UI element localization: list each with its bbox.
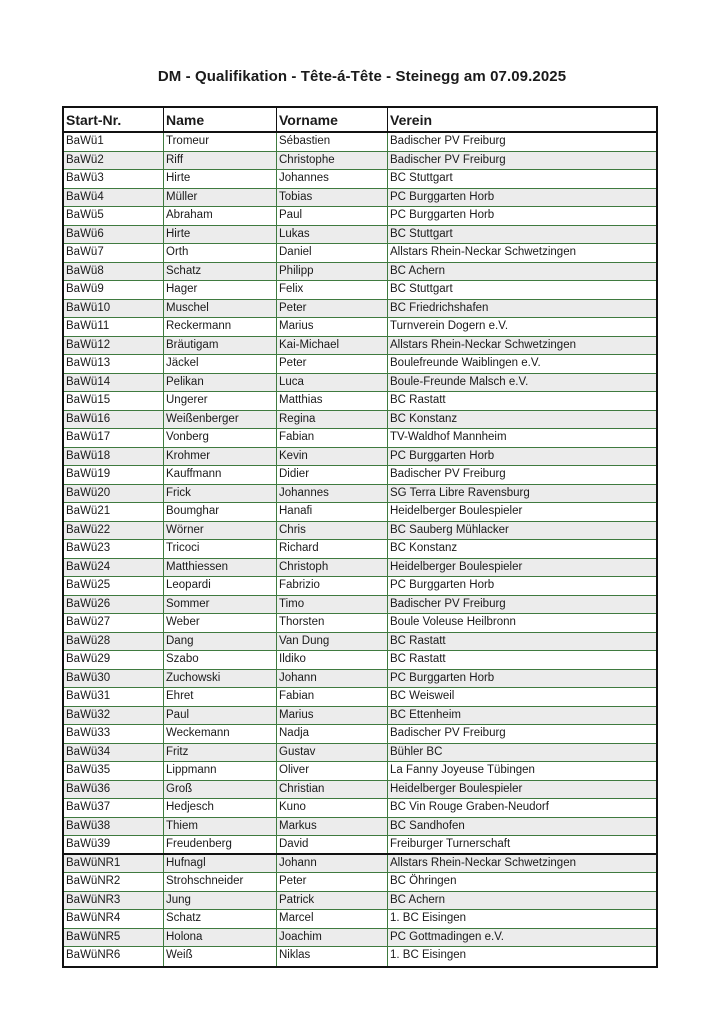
cell-vorname: Matthias	[277, 392, 388, 410]
cell-name: Jung	[164, 892, 277, 910]
cell-vorname: Chris	[277, 522, 388, 540]
cell-start-nr: BaWü26	[64, 596, 164, 614]
table-row	[64, 910, 656, 929]
cell-name: Pelikan	[164, 374, 277, 392]
header-verein: Verein	[390, 112, 433, 128]
cell-name: Bräutigam	[164, 337, 277, 355]
cell-verein: BC Rastatt	[390, 653, 446, 665]
cell-start-nr: BaWü14	[64, 374, 164, 392]
cell-verein: BC Achern	[390, 893, 445, 906]
cell-name: Vonberg	[164, 429, 277, 447]
table-row	[64, 725, 656, 744]
cell-verein: Turnverein Dogern e.V.	[390, 320, 509, 332]
table-header-row	[64, 108, 656, 133]
table-row	[64, 873, 656, 892]
cell-verein: Boule-Freunde Malsch e.V.	[390, 375, 529, 388]
cell-name: Hirte	[164, 226, 277, 244]
cell-name: Strohschneider	[164, 873, 277, 891]
cell-start-nr: BaWü31	[64, 688, 164, 706]
cell-vorname: Joachim	[277, 929, 388, 947]
table-row	[64, 929, 656, 948]
cell-start-nr: BaWü27	[64, 614, 164, 632]
cell-start-nr: BaWü33	[64, 725, 164, 743]
cell-vorname: Philipp	[277, 263, 388, 281]
table-row	[64, 263, 656, 282]
table-row	[64, 633, 656, 652]
table-row	[64, 614, 656, 633]
table-row	[64, 485, 656, 504]
cell-name: Hufnagl	[164, 855, 277, 873]
cell-verein: Allstars Rhein-Neckar Schwetzingen	[390, 338, 576, 351]
cell-vorname: Johannes	[277, 485, 388, 503]
cell-verein: TV-Waldhof Mannheim	[390, 431, 507, 443]
cell-verein: BC Stuttgart	[390, 227, 453, 240]
cell-vorname: Kai-Michael	[277, 337, 388, 355]
cell-vorname: Niklas	[277, 947, 388, 966]
cell-name: Thiem	[164, 818, 277, 836]
cell-start-nr: BaWü6	[64, 226, 164, 244]
cell-start-nr: BaWü16	[64, 411, 164, 429]
cell-verein: Badischer PV Freiburg	[390, 468, 506, 480]
cell-vorname: Johann	[277, 855, 388, 873]
cell-verein: BC Weisweil	[390, 690, 455, 702]
cell-verein: BC Sauberg Mühlacker	[390, 523, 509, 536]
cell-vorname: Markus	[277, 818, 388, 836]
table-row	[64, 596, 656, 615]
cell-name: Hedjesch	[164, 799, 277, 817]
cell-name: Leopardi	[164, 577, 277, 595]
cell-verein: BC Sandhofen	[390, 819, 465, 832]
table-row	[64, 152, 656, 171]
cell-vorname: Marcel	[277, 910, 388, 928]
cell-name: Abraham	[164, 207, 277, 225]
cell-name: Schatz	[164, 910, 277, 928]
cell-name: Szabo	[164, 651, 277, 669]
cell-verein: Bühler BC	[390, 745, 443, 758]
table-row	[64, 392, 656, 411]
cell-start-nr: BaWü34	[64, 744, 164, 762]
table-row	[64, 300, 656, 319]
cell-start-nr: BaWü9	[64, 281, 164, 299]
header-vorname: Vorname	[277, 108, 388, 131]
cell-vorname: Peter	[277, 300, 388, 318]
cell-start-nr: BaWü23	[64, 540, 164, 558]
cell-name: Weckemann	[164, 725, 277, 743]
cell-vorname: David	[277, 836, 388, 853]
cell-verein: Badischer PV Freiburg	[390, 135, 506, 147]
cell-vorname: Felix	[277, 281, 388, 299]
table-row	[64, 744, 656, 763]
cell-start-nr: BaWü10	[64, 300, 164, 318]
cell-name: Fritz	[164, 744, 277, 762]
cell-verein: Badischer PV Freiburg	[390, 597, 506, 610]
cell-vorname: Fabrizio	[277, 577, 388, 595]
cell-name: Zuchowski	[164, 670, 277, 688]
cell-start-nr: BaWüNR2	[64, 873, 164, 891]
cell-vorname: Tobias	[277, 189, 388, 207]
table-row	[64, 337, 656, 356]
cell-verein: Heidelberger Boulespieler	[390, 782, 523, 795]
cell-vorname: Kevin	[277, 448, 388, 466]
cell-name: Hager	[164, 281, 277, 299]
table-row	[64, 374, 656, 393]
table-row	[64, 226, 656, 245]
cell-vorname: Kuno	[277, 799, 388, 817]
cell-verein: PC Burggarten Horb	[390, 449, 495, 462]
cell-vorname: Peter	[277, 355, 388, 373]
cell-vorname: Lukas	[277, 226, 388, 244]
cell-vorname: Sébastien	[277, 133, 388, 151]
cell-verein: 1. BC Eisingen	[390, 949, 467, 961]
cell-vorname: Fabian	[277, 688, 388, 706]
cell-name: Riff	[164, 152, 277, 170]
cell-vorname: Johann	[277, 670, 388, 688]
cell-name: Weiß	[164, 947, 277, 966]
cell-vorname: Hanafi	[277, 503, 388, 521]
table-row	[64, 670, 656, 689]
cell-name: Matthiessen	[164, 559, 277, 577]
cell-name: Kauffmann	[164, 466, 277, 484]
cell-start-nr: BaWü3	[64, 170, 164, 188]
cell-verein: PC Burggarten Horb	[390, 190, 495, 203]
cell-start-nr: BaWü24	[64, 559, 164, 577]
cell-start-nr: BaWü11	[64, 318, 164, 336]
cell-start-nr: BaWüNR6	[64, 947, 164, 966]
cell-name: Freudenberg	[164, 836, 277, 853]
cell-start-nr: BaWü7	[64, 244, 164, 262]
cell-start-nr: BaWü37	[64, 799, 164, 817]
cell-vorname: Marius	[277, 707, 388, 725]
cell-verein: BC Rastatt	[390, 634, 446, 647]
cell-start-nr: BaWü17	[64, 429, 164, 447]
cell-vorname: Fabian	[277, 429, 388, 447]
cell-verein: BC Friedrichshafen	[390, 301, 489, 314]
cell-vorname: Regina	[277, 411, 388, 429]
table-row	[64, 540, 656, 559]
table-row	[64, 318, 656, 337]
cell-start-nr: BaWü39	[64, 836, 164, 853]
cell-verein: PC Burggarten Horb	[390, 579, 495, 591]
cell-name: Holona	[164, 929, 277, 947]
cell-name: Lippmann	[164, 762, 277, 780]
table-row	[64, 855, 656, 874]
table-row	[64, 281, 656, 300]
cell-verein: BC Achern	[390, 264, 445, 277]
cell-start-nr: BaWü20	[64, 485, 164, 503]
cell-start-nr: BaWü1	[64, 133, 164, 151]
table-row	[64, 411, 656, 430]
table-row	[64, 577, 656, 596]
cell-start-nr: BaWü38	[64, 818, 164, 836]
table-row	[64, 818, 656, 837]
cell-verein: BC Vin Rouge Graben-Neudorf	[390, 801, 549, 813]
cell-start-nr: BaWü2	[64, 152, 164, 170]
cell-vorname: Ildiko	[277, 651, 388, 669]
table-row	[64, 170, 656, 189]
cell-start-nr: BaWüNR5	[64, 929, 164, 947]
cell-verein: PC Burggarten Horb	[390, 671, 495, 684]
cell-vorname: Gustav	[277, 744, 388, 762]
cell-verein: Badischer PV Freiburg	[390, 727, 506, 739]
cell-vorname: Marius	[277, 318, 388, 336]
table-row	[64, 781, 656, 800]
table-row	[64, 559, 656, 578]
cell-verein: BC Konstanz	[390, 412, 458, 425]
cell-name: Paul	[164, 707, 277, 725]
cell-name: Hirte	[164, 170, 277, 188]
cell-vorname: Nadja	[277, 725, 388, 743]
table-row	[64, 651, 656, 670]
cell-name: Weißenberger	[164, 411, 277, 429]
cell-vorname: Johannes	[277, 170, 388, 188]
cell-start-nr: BaWü35	[64, 762, 164, 780]
cell-name: Dang	[164, 633, 277, 651]
cell-start-nr: BaWü18	[64, 448, 164, 466]
cell-start-nr: BaWü28	[64, 633, 164, 651]
cell-start-nr: BaWü15	[64, 392, 164, 410]
cell-vorname: Christophe	[277, 152, 388, 170]
cell-name: Reckermann	[164, 318, 277, 336]
cell-verein: Boulefreunde Waiblingen e.V.	[390, 357, 541, 369]
cell-name: Schatz	[164, 263, 277, 281]
cell-verein: SG Terra Libre Ravensburg	[390, 486, 530, 499]
cell-start-nr: BaWü4	[64, 189, 164, 207]
cell-vorname: Van Dung	[277, 633, 388, 651]
cell-start-nr: BaWü19	[64, 466, 164, 484]
cell-name: Muschel	[164, 300, 277, 318]
table-row	[64, 522, 656, 541]
cell-verein: BC Öhringen	[390, 875, 457, 887]
cell-verein: Badischer PV Freiburg	[390, 153, 506, 166]
cell-verein: Allstars Rhein-Neckar Schwetzingen	[390, 246, 576, 258]
table-row	[64, 189, 656, 208]
cell-vorname: Richard	[277, 540, 388, 558]
cell-start-nr: BaWüNR3	[64, 892, 164, 910]
cell-verein: PC Burggarten Horb	[390, 209, 495, 221]
cell-vorname: Oliver	[277, 762, 388, 780]
cell-start-nr: BaWüNR1	[64, 855, 164, 873]
table-row	[64, 892, 656, 911]
cell-start-nr: BaWü8	[64, 263, 164, 281]
cell-verein: BC Ettenheim	[390, 708, 461, 721]
cell-vorname: Patrick	[277, 892, 388, 910]
cell-verein: 1. BC Eisingen	[390, 912, 467, 924]
cell-verein: La Fanny Joyeuse Tübingen	[390, 764, 535, 776]
cell-start-nr: BaWü36	[64, 781, 164, 799]
cell-name: Krohmer	[164, 448, 277, 466]
cell-vorname: Daniel	[277, 244, 388, 262]
cell-vorname: Christoph	[277, 559, 388, 577]
table-row	[64, 762, 656, 781]
cell-vorname: Didier	[277, 466, 388, 484]
cell-name: Weber	[164, 614, 277, 632]
cell-name: Orth	[164, 244, 277, 262]
table-row	[64, 448, 656, 467]
cell-name: Müller	[164, 189, 277, 207]
table-row	[64, 207, 656, 226]
cell-vorname: Timo	[277, 596, 388, 614]
table-row	[64, 707, 656, 726]
cell-name: Boumghar	[164, 503, 277, 521]
cell-name: Sommer	[164, 596, 277, 614]
cell-verein: Boule Voleuse Heilbronn	[390, 616, 516, 628]
document-title: DM - Qualifikation - Tête-á-Tête - Steinegg am 07.09.2025	[157, 68, 567, 85]
cell-name: Jäckel	[164, 355, 277, 373]
table-row	[64, 688, 656, 707]
cell-verein: Heidelberger Boulespieler	[390, 505, 523, 517]
table-row	[64, 503, 656, 522]
cell-name: Wörner	[164, 522, 277, 540]
cell-start-nr: BaWü32	[64, 707, 164, 725]
cell-name: Frick	[164, 485, 277, 503]
cell-verein: BC Stuttgart	[390, 172, 453, 184]
table-row	[64, 133, 656, 152]
cell-start-nr: BaWü5	[64, 207, 164, 225]
cell-name: Tricoci	[164, 540, 277, 558]
cell-start-nr: BaWü12	[64, 337, 164, 355]
cell-start-nr: BaWü30	[64, 670, 164, 688]
cell-verein: Freiburger Turnerschaft	[390, 838, 511, 850]
cell-vorname: Christian	[277, 781, 388, 799]
cell-start-nr: BaWüNR4	[64, 910, 164, 928]
header-name: Name	[164, 108, 277, 131]
cell-vorname: Thorsten	[277, 614, 388, 632]
cell-verein: Heidelberger Boulespieler	[390, 560, 523, 573]
cell-start-nr: BaWü25	[64, 577, 164, 595]
table-row	[64, 466, 656, 485]
cell-name: Tromeur	[164, 133, 277, 151]
cell-vorname: Luca	[277, 374, 388, 392]
cell-start-nr: BaWü29	[64, 651, 164, 669]
cell-verein: Allstars Rhein-Neckar Schwetzingen	[390, 856, 576, 869]
table-row	[64, 355, 656, 374]
cell-verein: BC Rastatt	[390, 394, 446, 406]
cell-verein: BC Konstanz	[390, 542, 458, 554]
cell-start-nr: BaWü21	[64, 503, 164, 521]
cell-verein: BC Stuttgart	[390, 283, 453, 295]
cell-start-nr: BaWü13	[64, 355, 164, 373]
table-row	[64, 947, 656, 966]
cell-name: Ungerer	[164, 392, 277, 410]
table-row	[64, 799, 656, 818]
cell-verein: PC Gottmadingen e.V.	[390, 930, 505, 943]
cell-name: Groß	[164, 781, 277, 799]
participants-table	[62, 106, 658, 968]
cell-vorname: Peter	[277, 873, 388, 891]
table-row	[64, 429, 656, 448]
cell-name: Ehret	[164, 688, 277, 706]
cell-start-nr: BaWü22	[64, 522, 164, 540]
cell-vorname: Paul	[277, 207, 388, 225]
table-row	[64, 836, 656, 855]
header-start-nr: Start-Nr.	[64, 108, 164, 131]
table-row	[64, 244, 656, 263]
